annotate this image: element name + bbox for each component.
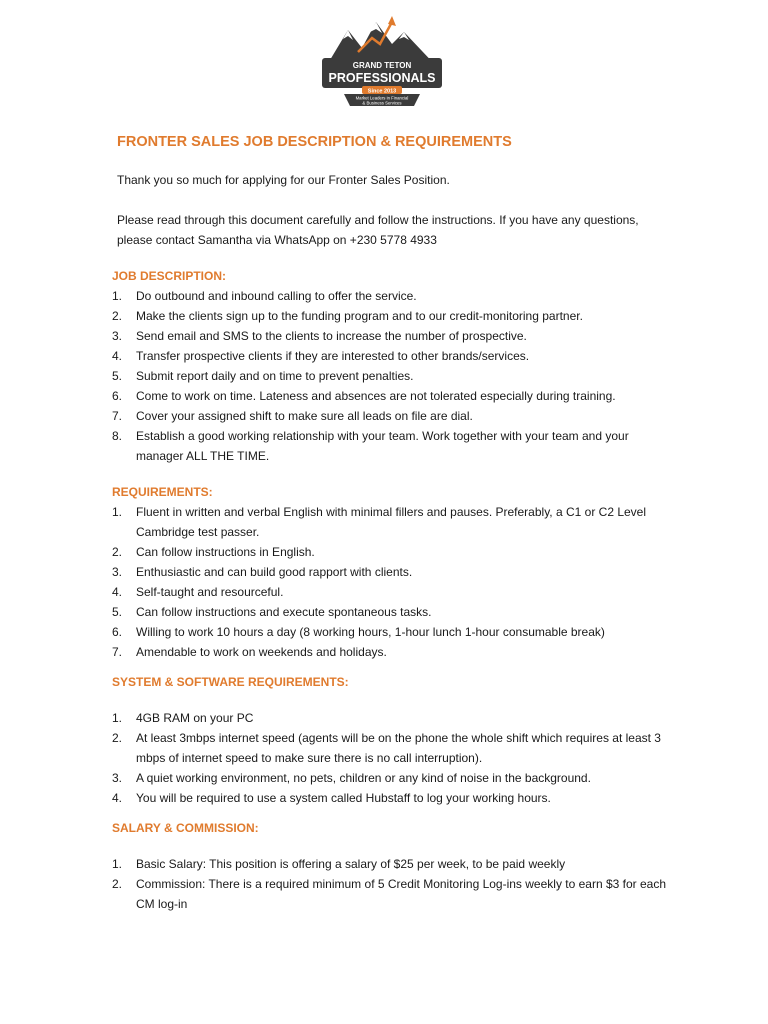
list-item: 3. A quiet working environment, no pets, children or any kind of noise in the background. [112,771,591,785]
requirements-heading: REQUIREMENTS: [112,485,213,499]
list-item: 4. Self-taught and resourceful. [112,585,284,599]
logo-name-line2: PROFESSIONALS [328,71,436,85]
logo-tagline-line2: & Business Services [362,100,402,106]
list-item: 6. Come to work on time. Lateness and absences are not tolerated especially during training. [112,389,616,403]
list-item: 5. Can follow instructions and execute spontaneous tasks. [112,605,432,619]
company-logo [318,8,446,106]
logo-tagline-line1: Market Leaders in Financial [355,95,409,101]
salary-list [112,854,672,914]
document-title: FRONTER SALES JOB DESCRIPTION & REQUIREMENTS [117,134,512,150]
list-item: 5. Submit report daily and on time to prevent penalties. [112,369,414,383]
list-item: 1. 4GB RAM on your PC [112,711,254,725]
list-item: 2. Make the clients sign up to the funding program and to our credit-monitoring partner. [112,309,583,323]
list-item: 2. Commission: There is a required minimum of 5 Credit Monitoring Log-ins weekly to earn $3 for each CM log-in [112,877,667,911]
instructions-paragraph: Please read through this document carefully and follow the instructions. If you have any questions, please contact Samantha via WhatsApp on +230 5778 4933 [117,213,639,247]
system-requirements-list [112,708,672,808]
list-item: 6. Willing to work 10 hours a day (8 working hours, 1-hour lunch 1-hour consumable break) [112,625,605,639]
list-item: 1. Fluent in written and verbal English with minimal fillers and pauses. Preferably, a C1 or C2 Level Cambridge test passer. [112,505,647,539]
list-item: 7. Amendable to work on weekends and holidays. [112,645,387,659]
intro-paragraph: Thank you so much for applying for our Fronter Sales Position. [117,173,450,187]
list-item: 3. Enthusiastic and can build good rapport with clients. [112,565,413,579]
document-body [112,132,672,914]
salary-heading: SALARY & COMMISSION: [112,821,259,835]
logo-since: Since 2013 [367,88,397,95]
list-item: 8. Establish a good working relationship with your team. Work together with your team and your manager ALL THE TIME. [112,429,629,463]
list-item: 7. Cover your assigned shift to make sure all leads on file are dial. [112,409,473,423]
list-item: 2. At least 3mbps internet speed (agents will be on the phone the whole shift which requires at least 3 mbps of internet speed to make sure there is no call interruption). [112,731,661,765]
requirements-list [112,502,672,662]
list-item: 1. Do outbound and inbound calling to offer the service. [112,289,417,303]
job-description-heading: JOB DESCRIPTION: [112,269,227,283]
list-item: 4. Transfer prospective clients if they are interested to other brands/services. [112,349,530,363]
logo-name-line1: GRAND TETON [352,61,412,70]
list-item: 4. You will be required to use a system called Hubstaff to log your working hours. [112,791,551,805]
list-item: 1. Basic Salary: This position is offering a salary of $25 per week, to be paid weekly [112,857,566,871]
list-item: 2. Can follow instructions in English. [112,545,315,559]
list-item: 3. Send email and SMS to the clients to increase the number of prospective. [112,329,527,343]
job-description-list [112,286,672,466]
system-requirements-heading: SYSTEM & SOFTWARE REQUIREMENTS: [112,675,349,689]
